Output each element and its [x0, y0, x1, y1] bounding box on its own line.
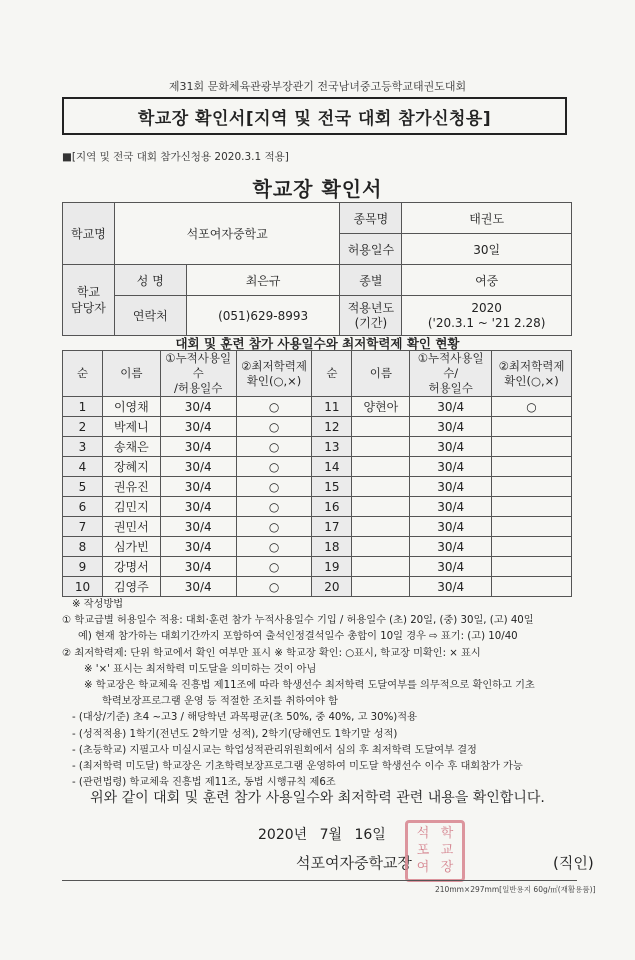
min-check: ○	[236, 557, 312, 577]
days-value: 30/4	[160, 497, 236, 517]
table-row	[63, 537, 572, 557]
notes-title: ※ 작성방법	[72, 599, 124, 610]
note-line: ※ '×' 표시는 최저학력 미도달을 의미하는 것이 아님	[84, 663, 317, 675]
min-check	[492, 477, 572, 497]
student-name	[352, 417, 410, 437]
student-name	[352, 557, 410, 577]
row-no: 9	[63, 557, 103, 577]
student-name: 김민지	[102, 497, 160, 517]
days-value: 30/4	[410, 457, 492, 477]
header-name: 이름	[102, 351, 160, 397]
instructions	[62, 597, 582, 791]
min-check: ○	[236, 397, 312, 417]
row-no: 13	[312, 437, 352, 457]
table-row	[63, 417, 572, 437]
year-label: 적용년도 (기간)	[340, 296, 402, 336]
note-line: 예) 현재 참가하는 대회기간까지 포함하여 출석인정결석일수 총합이 10일 경우 ⇨ 표기: (고) 10/40	[78, 631, 518, 643]
min-check: ○	[236, 417, 312, 437]
note-line: - (관련법령) 학교체육 진흥법 제11조, 동법 시행규칙 제6조	[72, 777, 336, 789]
min-check: ○	[236, 497, 312, 517]
row-no: 10	[63, 577, 103, 597]
row-no: 18	[312, 537, 352, 557]
student-name: 강명서	[102, 557, 160, 577]
min-check	[492, 457, 572, 477]
row-no: 3	[63, 437, 103, 457]
student-name: 양현아	[352, 397, 410, 417]
row-no: 7	[63, 517, 103, 537]
header-min: ②최저학력제 확인(○,×)	[236, 351, 312, 397]
attendance-table	[62, 350, 572, 597]
min-check: ○	[236, 517, 312, 537]
allowed-days-label: 허용일수	[340, 234, 402, 265]
note-line: 학력보장프로그램 운영 등 적절한 조치를 취하여야 함	[102, 696, 338, 708]
student-name: 송채은	[102, 437, 160, 457]
row-no: 15	[312, 477, 352, 497]
category-value: 여중	[402, 265, 572, 296]
row-no: 6	[63, 497, 103, 517]
official-seal: 석 학 포 교 여 장	[405, 820, 465, 882]
student-name: 이영채	[102, 397, 160, 417]
seal-label: (직인)	[553, 854, 594, 872]
days-value: 30/4	[410, 477, 492, 497]
days-value: 30/4	[410, 577, 492, 597]
school-label: 학교명	[63, 203, 115, 265]
form-subheader: ■[지역 및 전국 대회 참가신청용 2020.3.1 적용]	[62, 151, 289, 163]
row-no: 11	[312, 397, 352, 417]
student-name: 권민서	[102, 517, 160, 537]
year-value: 2020	[471, 300, 502, 315]
table-row	[63, 397, 572, 417]
note-line: ※ 학교장은 학교체육 진흥법 제11조에 따라 학생선수 최저학력 도달여부를 의무적으로 확인하고 기초	[84, 680, 535, 692]
note-line: ① 학교급별 허용일수 적용: 대회·훈련 참가 누적사용일수 기입 / 허용일수 (초) 20일, (중) 30일, (고) 40일	[62, 615, 534, 627]
sign-date: 2020년 7월 16일	[258, 827, 386, 843]
min-check: ○	[492, 397, 572, 417]
name-value: 최은규	[186, 265, 340, 296]
header-min-right: ②최저학력제 확인(○,×)	[492, 351, 572, 397]
paper-spec: 210mm×297mm[일반용지 60g/㎡(재활용품)]	[435, 885, 596, 894]
min-check: ○	[236, 537, 312, 557]
student-name	[352, 437, 410, 457]
event-value: 태권도	[402, 203, 572, 234]
name-label: 성 명	[114, 265, 186, 296]
form-title: 학교장 확인서	[252, 177, 383, 201]
table-row	[63, 577, 572, 597]
header-no-right: 순	[312, 351, 352, 397]
min-check	[492, 557, 572, 577]
header-name-right: 이름	[352, 351, 410, 397]
min-check	[492, 437, 572, 457]
main-title: 학교장 확인서[지역 및 전국 대회 참가신청용]	[62, 97, 567, 135]
min-check	[492, 577, 572, 597]
student-name	[352, 517, 410, 537]
student-name: 장혜지	[102, 457, 160, 477]
days-value: 30/4	[160, 457, 236, 477]
days-value: 30/4	[410, 497, 492, 517]
table-row	[63, 437, 572, 457]
days-value: 30/4	[410, 437, 492, 457]
min-check	[492, 517, 572, 537]
student-name	[352, 497, 410, 517]
min-check	[492, 537, 572, 557]
min-check: ○	[236, 437, 312, 457]
table-row	[63, 457, 572, 477]
days-value: 30/4	[160, 557, 236, 577]
event-label: 종목명	[340, 203, 402, 234]
contact-label: 연락처	[114, 296, 186, 336]
days-value: 30/4	[410, 517, 492, 537]
header-days: ①누적사용일수 /허용일수	[160, 351, 236, 397]
year-cell	[402, 296, 572, 336]
note-line: - (대상/기준) 초4 ~고3 / 해당학년 과목평균(초 50%, 중 40%, 고 30%)적용	[72, 712, 417, 724]
days-value: 30/4	[160, 437, 236, 457]
min-check: ○	[236, 457, 312, 477]
category-label: 종별	[340, 265, 402, 296]
attendance-section-title: 대회 및 훈련 참가 사용일수와 최저학력제 확인 현황	[175, 336, 460, 351]
row-no: 16	[312, 497, 352, 517]
row-no: 14	[312, 457, 352, 477]
period-value: ('20.3.1 ~ '21 2.28)	[427, 315, 546, 330]
student-name: 권유진	[102, 477, 160, 497]
row-no: 20	[312, 577, 352, 597]
row-no: 12	[312, 417, 352, 437]
days-value: 30/4	[160, 477, 236, 497]
row-no: 4	[63, 457, 103, 477]
header-no: 순	[63, 351, 103, 397]
student-name: 심가빈	[102, 537, 160, 557]
days-value: 30/4	[160, 577, 236, 597]
min-check	[492, 417, 572, 437]
days-value: 30/4	[160, 517, 236, 537]
note-line: - (성적적용) 1학기(전년도 2학기말 성적), 2학기(당해연도 1학기말 성적)	[72, 728, 398, 740]
manager-label: 학교 담당자	[63, 265, 115, 336]
table-row	[63, 517, 572, 537]
days-value: 30/4	[410, 557, 492, 577]
row-no: 8	[63, 537, 103, 557]
note-line: ② 최저학력제: 단위 학교에서 확인 여부만 표시 ※ 학교장 확인: ○표시, 학교장 미확인: × 표시	[62, 647, 481, 659]
footer-divider	[62, 880, 577, 881]
min-check	[492, 497, 572, 517]
table-row	[63, 557, 572, 577]
days-value: 30/4	[410, 417, 492, 437]
days-value: 30/4	[160, 397, 236, 417]
student-name: 박제니	[102, 417, 160, 437]
school-name: 석포여자중학교	[114, 203, 340, 265]
student-name	[352, 577, 410, 597]
row-no: 17	[312, 517, 352, 537]
note-line: - (초등학교) 지필고사 미실시교는 학업성적관리위원회에서 심의 후 최저학력 도달여부 결정	[72, 744, 477, 756]
student-name	[352, 457, 410, 477]
event-title: 제31회 문화체육관광부장관기 전국남녀중고등학교태권도대회	[168, 80, 467, 93]
days-value: 30/4	[410, 397, 492, 417]
table-row	[63, 497, 572, 517]
min-check: ○	[236, 577, 312, 597]
note-line: - (최저학력 미도달) 학교장은 기초학력보장프로그램 운영하여 미도달 학생선수 이수 후 대회참가 가능	[72, 761, 523, 773]
student-name	[352, 537, 410, 557]
header-days-right: ①누적사용일수/ 허용일수	[410, 351, 492, 397]
min-check: ○	[236, 477, 312, 497]
row-no: 2	[63, 417, 103, 437]
row-no: 1	[63, 397, 103, 417]
contact-value: (051)629-8993	[186, 296, 340, 336]
principal-title: 석포여자중학교장	[296, 854, 412, 872]
days-value: 30/4	[160, 537, 236, 557]
row-no: 5	[63, 477, 103, 497]
confirmation-text: 위와 같이 대회 및 훈련 참가 사용일수와 최저학력 관련 내용을 확인합니다.	[90, 790, 545, 806]
student-name: 김영주	[102, 577, 160, 597]
school-info-table	[62, 202, 572, 336]
row-no: 19	[312, 557, 352, 577]
days-value: 30/4	[410, 537, 492, 557]
student-name	[352, 477, 410, 497]
allowed-days-value: 30일	[402, 234, 572, 265]
table-row	[63, 477, 572, 497]
days-value: 30/4	[160, 417, 236, 437]
